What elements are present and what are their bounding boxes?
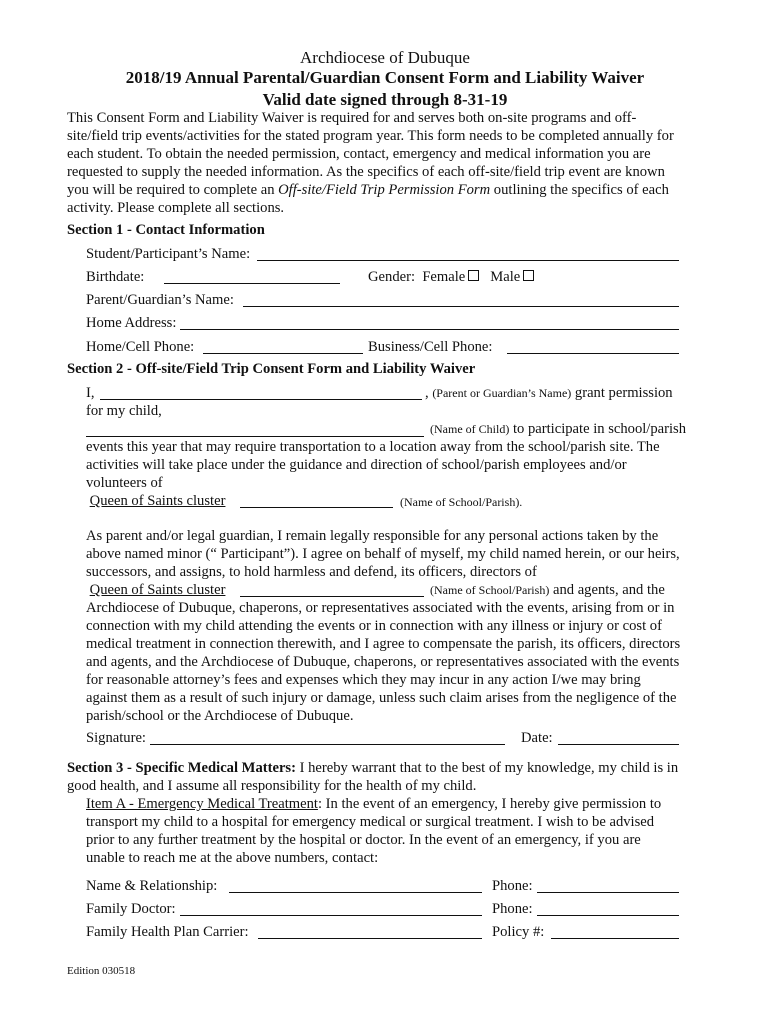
school-name-line-2 — [240, 596, 424, 597]
consent-line: volunteers of — [86, 475, 163, 491]
for-my-child: for my child, — [86, 403, 162, 419]
form-title: 2018/19 Annual Parental/Guardian Consent Form and Liability Waiver — [125, 68, 645, 87]
consent-line: events this year that may require transportation to a location away from the school/parish site. The — [86, 439, 660, 455]
policy-label: Policy #: — [492, 924, 545, 940]
health-plan-field[interactable] — [258, 938, 482, 939]
participate-line: (Name of Child) to participate in school/parish — [430, 421, 687, 437]
waiver-line: above named minor (“ Participant”). I agree on behalf of myself, my child named herein, or our heirs, — [86, 546, 680, 562]
birthdate-label: Birthdate: — [86, 269, 145, 285]
intro-line: activity. Please complete all sections. — [67, 200, 285, 216]
signature-field[interactable] — [150, 744, 505, 745]
home-address-label: Home Address: — [86, 315, 177, 331]
waiver-line: and agents, and the Archdiocese of Dubuque, chaperons, or representatives associated with the events — [86, 654, 680, 670]
parent-name-field[interactable] — [243, 306, 679, 307]
student-name-field[interactable] — [257, 260, 679, 261]
item-a-title: Item A - Emergency Medical Treatment — [86, 796, 318, 812]
home-phone-label: Home/Cell Phone: — [86, 339, 195, 355]
female-checkbox[interactable] — [468, 270, 479, 281]
policy-field[interactable] — [551, 938, 679, 939]
intro-line: This Consent Form and Liability Waiver is required for and serves both on-site programs and off- — [67, 110, 637, 126]
item-a-line: unable to reach me at the above numbers, contact: — [86, 850, 379, 866]
doctor-phone-label: Phone: — [492, 901, 533, 917]
valid-date: Valid date signed through 8-31-19 — [262, 90, 508, 109]
item-a-line: prior to any further treatment by the hospital or doctor. In the event of an emergency, if you are — [86, 832, 641, 848]
school-name-field-1[interactable] — [86, 493, 225, 510]
female-label: Female — [422, 269, 466, 285]
gender-group — [368, 269, 534, 286]
student-name-label: Student/Participant’s Name: — [86, 246, 251, 262]
waiver-line: medical treatment in connection therewith, and I agree to compensate the parish, its officers, directors — [86, 636, 681, 652]
waiver-line: connection with my child attending the events or in connection with any illness or injury or cost of — [86, 618, 662, 634]
section3-heading: Section 3 - Specific Medical Matters: — [67, 760, 296, 776]
name-relationship-field[interactable] — [229, 892, 482, 893]
male-label: Male — [490, 269, 521, 285]
business-phone-label: Business/Cell Phone: — [368, 339, 493, 355]
school-name-value: Queen of Saints cluster — [89, 493, 226, 509]
child-name-field[interactable] — [86, 436, 424, 437]
section3-line: good health, and I assume all responsibility for the health of my child. — [67, 778, 477, 794]
child-name-note: (Name of Child) — [430, 422, 510, 436]
signature-label: Signature: — [86, 730, 146, 746]
consent-line: activities will take place under the guidance and direction of school/parish employees and/or — [86, 457, 627, 473]
home-address-field[interactable] — [180, 329, 679, 330]
agents-line: (Name of School/Parish) and agents, and the — [430, 582, 665, 598]
doctor-phone-field[interactable] — [537, 915, 679, 916]
business-phone-field[interactable] — [507, 353, 679, 354]
item-a-line: transport my child to a hospital for emergency medical or surgical treatment. I wish to be advised — [86, 814, 655, 830]
school-name-note-1: (Name of School/Parish). — [400, 495, 523, 509]
parent-name-note: (Parent or Guardian’s Name) — [432, 386, 572, 400]
gender-label: Gender: — [368, 269, 416, 285]
health-plan-label: Family Health Plan Carrier: — [86, 924, 249, 940]
school-name-value: Queen of Saints cluster — [89, 582, 226, 598]
male-checkbox[interactable] — [523, 270, 534, 281]
intro-line: each student. To obtain the needed permission, contact, emergency and medical information you are — [67, 146, 651, 162]
section3-heading-line: Section 3 - Specific Medical Matters: I hereby warrant that to the best of my knowledge, my child is in — [67, 760, 679, 776]
waiver-line: parish/school or the Archdiocese of Dubuque. — [86, 708, 354, 724]
grant-permission-line: , (Parent or Guardian’s Name) grant permission — [425, 385, 673, 401]
phone-label: Phone: — [492, 878, 533, 894]
section2-heading: Section 2 - Off-site/Field Trip Consent Form and Liability Waiver — [67, 361, 476, 377]
waiver-line: successors, and assigns, to hold harmless and defend, its officers, directors of — [86, 564, 537, 580]
family-doctor-field[interactable] — [180, 915, 482, 916]
section1-heading: Section 1 - Contact Information — [67, 222, 265, 238]
school-name-line-1 — [240, 507, 393, 508]
i-label: I, — [86, 385, 95, 401]
intro-line: you will be required to complete an Off-site/Field Trip Permission Form outlining the specifics of each — [67, 182, 669, 198]
waiver-line: against them as a result of such injury or damage, unless such claim arises from the negligence of the — [86, 690, 677, 706]
date-field[interactable] — [558, 744, 679, 745]
intro-line: site/field trip events/activities for the stated program year. This form needs to be completed annually for — [67, 128, 674, 144]
family-doctor-label: Family Doctor: — [86, 901, 176, 917]
birthdate-field[interactable] — [164, 283, 340, 284]
waiver-line: Archdiocese of Dubuque, chaperons, or representatives associated with the events, arising from or in — [86, 600, 675, 616]
school-name-field-2[interactable] — [86, 582, 225, 599]
name-relationship-label: Name & Relationship: — [86, 878, 218, 894]
school-name-note-2: (Name of School/Parish) — [430, 583, 550, 597]
item-a-line: Item A - Emergency Medical Treatment: In the event of an emergency, I hereby give permission to — [86, 796, 662, 812]
emergency-phone-field[interactable] — [537, 892, 679, 893]
parent-guardian-name-field[interactable] — [100, 399, 422, 400]
waiver-line: As parent and/or legal guardian, I remain legally responsible for any personal actions taken by the — [86, 528, 659, 544]
org-name: Archdiocese of Dubuque — [300, 48, 470, 67]
intro-line: requested to supply the needed information. As the specifics of each off-site/field trip event are known — [67, 164, 665, 180]
waiver-line: for reasonable attorney’s fees and expenses which they may incur in any action I/we may bring — [86, 672, 641, 688]
edition-footer: Edition 030518 — [67, 965, 136, 977]
home-phone-field[interactable] — [203, 353, 363, 354]
parent-name-label: Parent/Guardian’s Name: — [86, 292, 234, 308]
date-label: Date: — [521, 730, 553, 746]
